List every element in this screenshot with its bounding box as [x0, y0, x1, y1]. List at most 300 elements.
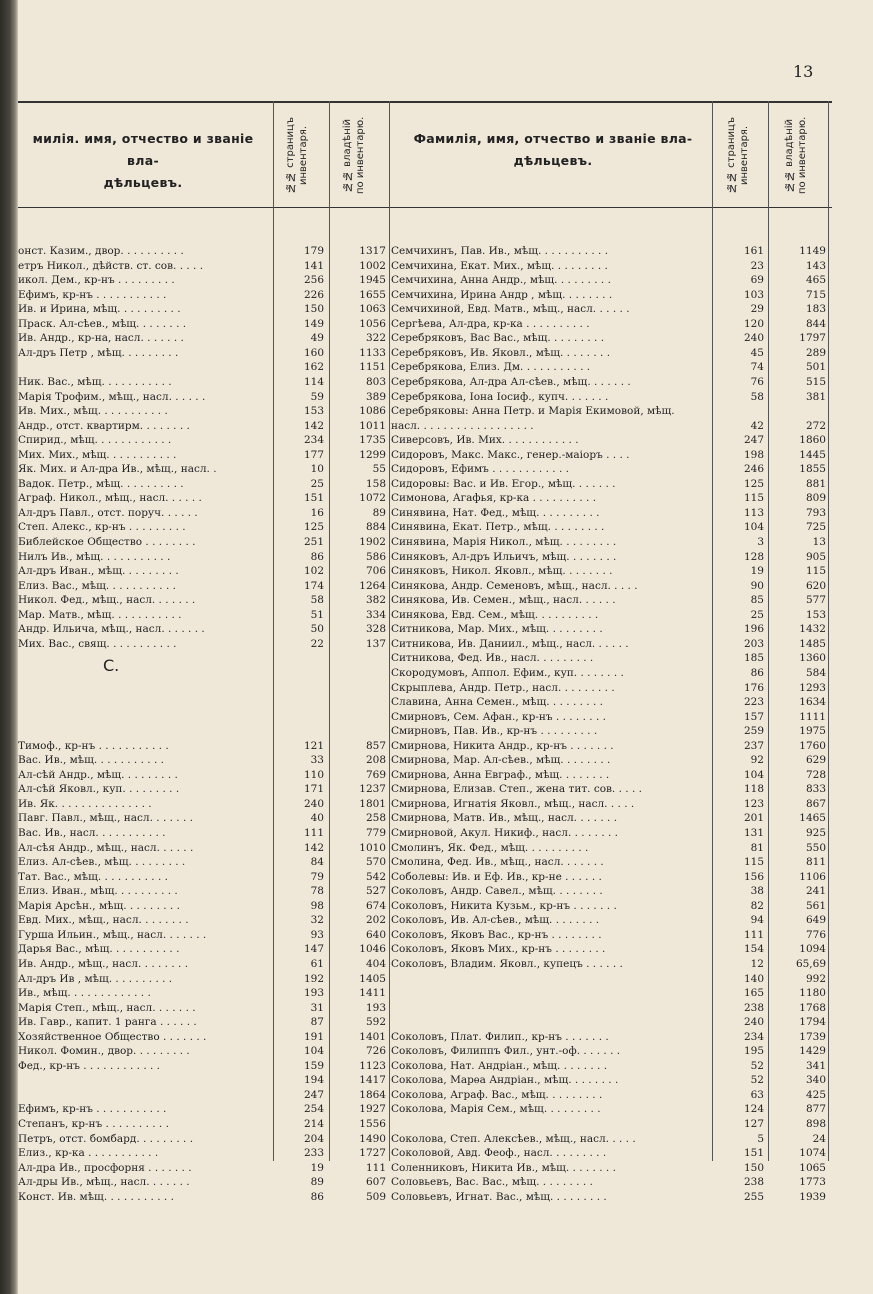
left-holding-number: 570 [365, 856, 386, 869]
left-holding-number: 258 [365, 812, 386, 825]
left-inventory-page: 86 [310, 550, 324, 563]
right-inventory-page: 12 [750, 957, 764, 970]
table-row [0, 520, 873, 535]
right-inventory-page: 124 [743, 1103, 764, 1116]
page-number: 13 [793, 62, 814, 81]
right-owner-name: Смирнова, Никита Андр., кр-нъ . . . . . . . [391, 739, 614, 752]
right-inventory-page: 38 [750, 885, 764, 898]
left-owner-name: Вадок. Петр., мѣщ. . . . . . . . . . [18, 477, 184, 490]
table-row [0, 302, 873, 317]
left-holding-number: 389 [365, 390, 386, 403]
right-inventory-page: 81 [750, 841, 764, 854]
left-inventory-page: 174 [303, 579, 324, 592]
left-owner-name: Елиз. Вас., мѣщ. . . . . . . . . . . [18, 579, 176, 592]
left-owner-name: Тимоф., кр-нъ . . . . . . . . . . . [18, 739, 169, 752]
left-owner-name: Евд. Мих., мѣщ., насл. . . . . . . . [18, 914, 189, 927]
left-holding-number: 884 [365, 521, 386, 534]
left-owner-name: Ив. и Ирина, мѣщ. . . . . . . . . . [18, 303, 181, 316]
right-holding-number: 1794 [799, 1016, 826, 1029]
right-owner-name: Синявина, Нат. Фед., мѣщ. . . . . . . . . . [391, 506, 600, 519]
right-inventory-page: 240 [743, 332, 764, 345]
table-row [0, 550, 873, 565]
left-owner-name: Елиз., кр-ка . . . . . . . . . . . [18, 1147, 159, 1160]
table-row [0, 1190, 873, 1205]
left-inventory-page: 87 [310, 1016, 324, 1029]
right-inventory-page: 23 [750, 259, 764, 272]
table-row [0, 1117, 873, 1132]
left-owner-name: Петръ, отст. бомбард. . . . . . . . . [18, 1132, 194, 1145]
left-inventory-page: 51 [310, 608, 324, 621]
left-owner-name: Марія Степ., мѣщ., насл. . . . . . . [18, 1001, 196, 1014]
right-owner-name: Смирновъ, Сем. Афан., кр-нъ . . . . . . . . [391, 710, 606, 723]
left-holding-number: 1011 [359, 419, 386, 432]
left-holding-number: 1317 [359, 245, 386, 257]
left-holding-number: 1801 [359, 797, 386, 810]
right-holding-number: 1094 [799, 943, 826, 956]
right-inventory-page: 131 [743, 827, 764, 839]
right-owner-name: Соловьевъ, Игнат. Вас., мѣщ. . . . . . . . . [391, 1190, 607, 1203]
right-holding-number: 515 [805, 375, 826, 388]
right-owner-name: Соколова, Марѳа Андріан., мѣщ. . . . . . . . [391, 1074, 619, 1087]
right-owner-name: Соколова, Нат. Андріан., мѣщ. . . . . . . . [391, 1059, 608, 1072]
left-inventory-page: 251 [303, 536, 324, 548]
right-owner-name: Скрыплева, Андр. Петр., насл. . . . . . . . . [391, 681, 615, 694]
header-inventory-pages-right: №№ страницъ инвентаря. [726, 117, 750, 194]
right-holding-number: 584 [805, 666, 826, 679]
left-holding-number: 158 [365, 477, 386, 490]
right-inventory-page: 123 [743, 797, 764, 810]
left-holding-number: 334 [365, 608, 386, 621]
left-holding-number: 89 [372, 506, 386, 519]
left-owner-name: Як. Мих. и Ал-дра Ив., мѣщ., насл. . [18, 463, 217, 476]
left-inventory-page: 226 [303, 288, 324, 301]
right-inventory-page: 113 [743, 506, 764, 519]
left-holding-number: 779 [365, 827, 386, 839]
left-owner-name: Аграф. Никол., мѣщ., насл. . . . . . [18, 492, 202, 505]
left-inventory-page: 193 [303, 987, 324, 1000]
left-owner-name: Ив. Мих., мѣщ. . . . . . . . . . . [18, 405, 168, 418]
table-row [0, 462, 873, 477]
left-inventory-page: 40 [310, 812, 324, 825]
left-owner-name: Ал-дръ Иван., мѣщ. . . . . . . . . [18, 565, 179, 578]
table-row [0, 855, 873, 870]
left-holding-number: 706 [365, 565, 386, 578]
left-owner-name: етръ Никол., дѣйств. ст. сов. . . . . [18, 259, 204, 272]
left-holding-number: 322 [365, 332, 386, 345]
right-owner-name: Соколова, Аграф. Вас., мѣщ. . . . . . . . . [391, 1088, 603, 1101]
left-inventory-page: 233 [303, 1147, 324, 1160]
right-holding-number: 1773 [799, 1176, 826, 1189]
right-owner-name: Ситникова, Фед. Ив., насл. . . . . . . . . [391, 652, 594, 665]
right-owner-name: Смолина, Фед. Ив., мѣщ., насл. . . . . . . [391, 856, 604, 869]
left-inventory-page: 32 [310, 914, 324, 927]
table-row [0, 1132, 873, 1147]
right-inventory-page: 238 [743, 1001, 764, 1014]
right-inventory-page: 198 [743, 448, 764, 461]
left-owner-name: Ал-сѣй Яковл., куп. . . . . . . . . [18, 783, 180, 796]
left-holding-number: 1902 [359, 536, 386, 548]
table-row [0, 477, 873, 492]
left-owner-name: Праск. Ал-сѣев., мѣщ. . . . . . . . [18, 317, 187, 330]
right-holding-number: 341 [805, 1059, 826, 1072]
left-owner-name: Ив., мѣщ. . . . . . . . . . . . . [18, 987, 151, 1000]
right-owner-name: Смирнова, Анна Евграф., мѣщ. . . . . . . . [391, 768, 610, 781]
right-holding-number: 465 [805, 274, 826, 287]
right-owner-name: Сергѣева, Ал-дра, кр-ка . . . . . . . . . . [391, 317, 590, 330]
right-holding-number: 13 [812, 536, 826, 548]
left-inventory-page: 141 [303, 259, 324, 272]
right-owner-name: Соболевы: Ив. и Еф. Ив., кр-не . . . . . . [391, 870, 602, 883]
table-row [0, 972, 873, 987]
left-owner-name: Мар. Матв., мѣщ. . . . . . . . . . . [18, 608, 182, 621]
right-holding-number: 550 [805, 841, 826, 854]
left-inventory-page: 147 [303, 943, 324, 956]
right-holding-number: 776 [805, 928, 826, 941]
right-inventory-page: 5 [757, 1132, 764, 1145]
right-holding-number: 1074 [799, 1147, 826, 1160]
left-holding-number: 1237 [359, 783, 386, 796]
left-holding-number: 55 [372, 463, 386, 476]
left-holding-number: 1655 [359, 288, 386, 301]
right-inventory-page: 234 [743, 1030, 764, 1043]
right-owner-name: Сиверсовъ, Ив. Мих. . . . . . . . . . . . [391, 434, 579, 447]
right-owner-name: Соколовъ, Плат. Филип., кр-нъ . . . . . . . [391, 1030, 609, 1043]
left-inventory-page: 247 [303, 1088, 324, 1101]
table-row [0, 491, 873, 506]
left-inventory-page: 102 [303, 565, 324, 578]
right-holding-number: 1485 [799, 637, 826, 650]
right-holding-number: 577 [805, 594, 826, 607]
left-holding-number: 1401 [359, 1030, 386, 1043]
table-row [0, 331, 873, 346]
right-holding-number: 1360 [799, 652, 826, 665]
table-row [0, 404, 873, 419]
left-holding-number: 382 [365, 594, 386, 607]
left-owner-name: Спирид., мѣщ. . . . . . . . . . . . [18, 434, 172, 447]
left-inventory-page: 150 [303, 303, 324, 316]
table-row [0, 1161, 873, 1176]
left-owner-name: Марія Трофим., мѣщ., насл. . . . . . [18, 390, 206, 403]
right-holding-number: 629 [805, 754, 826, 767]
right-owner-name: Соколовъ, Яковъ Мих., кр-нъ . . . . . . . . [391, 943, 606, 956]
right-owner-name: Синякова, Ив. Семен., мѣщ., насл. . . . . . [391, 594, 616, 607]
right-owner-name: Соколовъ, Владим. Яковл., купецъ . . . . . . [391, 957, 623, 970]
right-inventory-page: 237 [743, 739, 764, 752]
table-row [0, 273, 873, 288]
table-row [0, 768, 873, 783]
left-holding-number: 1490 [359, 1132, 386, 1145]
left-inventory-page: 159 [303, 1059, 324, 1072]
right-owner-name: Смирнова, Игнатія Яковл., мѣщ., насл. . . . . [391, 797, 635, 810]
left-holding-number: 1417 [359, 1074, 386, 1087]
right-holding-number: 1760 [799, 739, 826, 752]
right-holding-number: 793 [805, 506, 826, 519]
right-inventory-page: 240 [743, 1016, 764, 1029]
right-owner-name: Серебрякова, Іона Іосиф., купч. . . . . . . [391, 390, 609, 403]
left-owner-name: Елиз. Иван., мѣщ. . . . . . . . . . [18, 885, 178, 898]
left-holding-number: 1264 [359, 579, 386, 592]
table-row [0, 739, 873, 754]
header-owner-name-left: милія. имя, отчество и званіе вла- дѣльцевъ. [32, 131, 254, 190]
right-holding-number: 925 [805, 827, 826, 839]
right-holding-number: 1065 [799, 1161, 826, 1174]
left-holding-number: 769 [365, 768, 386, 781]
left-inventory-page: 84 [310, 856, 324, 869]
right-inventory-page: 246 [743, 463, 764, 476]
table-row [0, 986, 873, 1001]
left-owner-name: Ал-дра Ив., просфорня . . . . . . . [18, 1161, 192, 1174]
table-row [0, 1001, 873, 1016]
left-owner-name: Вас. Ив., мѣщ. . . . . . . . . . . [18, 754, 164, 767]
right-holding-number: 811 [805, 856, 826, 869]
left-owner-name: Дарья Вас., мѣщ. . . . . . . . . . . [18, 943, 180, 956]
right-owner-name: Смирновъ, Пав. Ив., кр-нъ . . . . . . . . . [391, 725, 598, 738]
table-row [0, 782, 873, 797]
left-holding-number: 1056 [359, 317, 386, 330]
left-owner-name: Ник. Вас., мѣщ. . . . . . . . . . . [18, 375, 172, 388]
right-holding-number: 24 [812, 1132, 826, 1145]
table-row [0, 375, 873, 390]
right-holding-number: 844 [805, 317, 826, 330]
left-holding-number: 1133 [359, 346, 386, 359]
right-owner-name: Семчихина, Ирина Андр , мѣщ. . . . . . . . [391, 288, 613, 301]
table-row [0, 797, 873, 812]
right-inventory-page: 154 [743, 943, 764, 956]
right-inventory-page: 52 [750, 1059, 764, 1072]
left-inventory-page: 22 [310, 637, 324, 650]
right-inventory-page: 127 [743, 1118, 764, 1130]
right-inventory-page: 238 [743, 1176, 764, 1189]
right-holding-number: 1293 [799, 681, 826, 694]
left-holding-number: 1063 [359, 303, 386, 316]
header-bottom-rule [18, 207, 832, 208]
right-owner-name: Серебряковъ, Ив. Яковл., мѣщ. . . . . . . . [391, 346, 611, 359]
left-holding-number: 1945 [359, 274, 386, 287]
left-inventory-page: 110 [303, 768, 324, 781]
left-owner-name: Степ. Алекс., кр-нъ . . . . . . . . . [18, 521, 186, 534]
left-holding-number: 857 [365, 739, 386, 752]
right-inventory-page: 111 [743, 928, 764, 941]
left-owner-name: Мих. Мих., мѣщ. . . . . . . . . . . [18, 448, 177, 461]
left-inventory-page: 177 [303, 448, 324, 461]
right-holding-number: 620 [805, 579, 826, 592]
left-owner-name: онст. Казим., двор. . . . . . . . . . [18, 245, 184, 257]
table-row [0, 1044, 873, 1059]
left-inventory-page: 89 [310, 1176, 324, 1189]
left-owner-name: Ив. Гавр., капит. 1 ранга . . . . . . [18, 1016, 197, 1029]
table-row [0, 841, 873, 856]
left-holding-number: 1556 [359, 1118, 386, 1130]
left-inventory-page: 234 [303, 434, 324, 447]
left-holding-number: 1727 [359, 1147, 386, 1160]
right-holding-number: 1768 [799, 1001, 826, 1014]
left-inventory-page: 19 [310, 1161, 324, 1174]
left-holding-number: 1864 [359, 1088, 386, 1101]
left-owner-name: Фед., кр-нъ . . . . . . . . . . . . [18, 1059, 161, 1072]
left-holding-number: 726 [365, 1045, 386, 1058]
right-owner-name: Синяковъ, Никол. Яковл., мѣщ. . . . . . . . [391, 565, 613, 578]
left-holding-number: 1927 [359, 1103, 386, 1116]
right-inventory-page: 176 [743, 681, 764, 694]
right-holding-number: 649 [805, 914, 826, 927]
left-inventory-page: 149 [303, 317, 324, 330]
left-holding-number: 1002 [359, 259, 386, 272]
right-owner-name: Синяковъ, Ал-дръ Ильичъ, мѣщ. . . . . . . . [391, 550, 617, 563]
right-owner-name: Соколовъ, Филиппъ Фил., унт.-оф. . . . . . . [391, 1045, 621, 1058]
left-owner-name: Ал-сѣй Андр., мѣщ. . . . . . . . . [18, 768, 178, 781]
left-inventory-page: 31 [310, 1001, 324, 1014]
right-holding-number: 1797 [799, 332, 826, 345]
right-owner-name: Скородумовъ, Аппол. Ефим., куп. . . . . . . . [391, 666, 624, 679]
left-owner-name: Мих. Вас., свящ. . . . . . . . . . . [18, 637, 177, 650]
right-holding-number: 1939 [799, 1190, 826, 1203]
table-row [0, 448, 873, 463]
table-row [0, 346, 873, 361]
right-holding-number: 1634 [799, 696, 826, 709]
right-holding-number: 272 [805, 419, 826, 432]
left-inventory-page: 153 [303, 405, 324, 418]
right-inventory-page: 92 [750, 754, 764, 767]
left-holding-number: 111 [365, 1161, 386, 1174]
right-holding-number: 1432 [799, 623, 826, 636]
right-inventory-page: 85 [750, 594, 764, 607]
left-holding-number: 208 [365, 754, 386, 767]
right-holding-number: 241 [805, 885, 826, 898]
right-inventory-page: 150 [743, 1161, 764, 1174]
right-owner-name: Соленниковъ, Никита Ив., мѣщ. . . . . . . . [391, 1161, 616, 1174]
right-owner-name: Симонова, Агафья, кр-ка . . . . . . . . . . [391, 492, 597, 505]
right-holding-number: 877 [805, 1103, 826, 1116]
right-owner-name: Соколовой, Авд. Феоф., насл. . . . . . . . . [391, 1147, 607, 1160]
table-row [0, 1059, 873, 1074]
right-holding-number: 1975 [799, 725, 826, 738]
left-holding-number: 607 [365, 1176, 386, 1189]
right-owner-name: Серебряковъ, Вас Вас., мѣщ. . . . . . . . . [391, 332, 605, 345]
right-holding-number: 1429 [799, 1045, 826, 1058]
right-owner-name: Семчихинъ, Пав. Ив., мѣщ. . . . . . . . . . . [391, 245, 609, 257]
left-holding-number: 674 [365, 899, 386, 912]
right-holding-number: 340 [805, 1074, 826, 1087]
right-owner-name: Смолинъ, Як. Фед., мѣщ. . . . . . . . . . [391, 841, 589, 854]
right-inventory-page: 115 [743, 856, 764, 869]
left-holding-number: 328 [365, 623, 386, 636]
left-owner-name: Никол. Фомин., двор. . . . . . . . . [18, 1045, 190, 1058]
left-holding-number: 586 [365, 550, 386, 563]
header-inventory-pages-left: №№ страницъ инвентаря. [285, 117, 309, 194]
right-inventory-page: 128 [743, 550, 764, 563]
table-row [0, 579, 873, 594]
left-inventory-page: 204 [303, 1132, 324, 1145]
table-row [0, 957, 873, 972]
table-row [0, 1015, 873, 1030]
table-row [0, 710, 873, 725]
left-inventory-page: 10 [310, 463, 324, 476]
right-inventory-page: 82 [750, 899, 764, 912]
left-owner-name: Ал-сѣя Андр., мѣщ., насл. . . . . . [18, 841, 194, 854]
table-row [0, 419, 873, 434]
right-inventory-page: 247 [743, 434, 764, 447]
right-owner-name: Соколовъ, Ив. Ал-сѣев., мѣщ. . . . . . . . [391, 914, 600, 927]
left-inventory-page: 98 [310, 899, 324, 912]
left-owner-name: Елиз. Ал-сѣев., мѣщ. . . . . . . . . [18, 856, 186, 869]
right-owner-name: Синявина, Екат. Петр., мѣщ. . . . . . . . . [391, 521, 605, 534]
left-holding-number: 542 [365, 870, 386, 883]
right-inventory-page: 25 [750, 608, 764, 621]
right-inventory-page: 104 [743, 768, 764, 781]
left-owner-name: Нилъ Ив., мѣщ. . . . . . . . . . . [18, 550, 171, 563]
left-holding-number: 193 [365, 1001, 386, 1014]
left-inventory-page: 142 [303, 841, 324, 854]
right-holding-number: 561 [805, 899, 826, 912]
table-row [0, 608, 873, 623]
right-inventory-page: 118 [743, 783, 764, 796]
right-inventory-page: 185 [743, 652, 764, 665]
right-inventory-page: 69 [750, 274, 764, 287]
left-holding-number: 1405 [359, 972, 386, 985]
right-inventory-page: 29 [750, 303, 764, 316]
right-inventory-page: 196 [743, 623, 764, 636]
table-row [0, 870, 873, 885]
table-row [0, 244, 873, 259]
left-holding-number: 527 [365, 885, 386, 898]
right-holding-number: 425 [805, 1088, 826, 1101]
right-holding-number: 867 [805, 797, 826, 810]
right-inventory-page: 76 [750, 375, 764, 388]
left-owner-name: Андр., отст. квартирм. . . . . . . . [18, 419, 190, 432]
right-inventory-page: 140 [743, 972, 764, 985]
right-owner-name: Славина, Анна Семен., мѣщ. . . . . . . . . [391, 696, 603, 709]
table-row [0, 564, 873, 579]
left-holding-number: 1072 [359, 492, 386, 505]
left-inventory-page: 104 [303, 1045, 324, 1058]
table-row [0, 899, 873, 914]
left-owner-name: икол. Дем., кр-нъ . . . . . . . . . [18, 274, 175, 287]
left-owner-name: Ефимъ, кр-нъ . . . . . . . . . . . [18, 1103, 167, 1116]
left-inventory-page: 50 [310, 623, 324, 636]
left-holding-number: 592 [365, 1016, 386, 1029]
right-holding-number: 1180 [799, 987, 826, 1000]
left-holding-number: 1046 [359, 943, 386, 956]
right-owner-name: Серебрякова, Ал-дра Ал-сѣев., мѣщ. . . . . . . [391, 375, 631, 388]
table-row [0, 942, 873, 957]
right-holding-number: 1860 [799, 434, 826, 447]
left-inventory-page: 192 [303, 972, 324, 985]
left-inventory-page: 151 [303, 492, 324, 505]
right-owner-name: Соколова, Марія Сем., мѣщ. . . . . . . . . [391, 1103, 601, 1116]
left-inventory-page: 160 [303, 346, 324, 359]
right-inventory-page: 120 [743, 317, 764, 330]
left-holding-number: 1086 [359, 405, 386, 418]
left-inventory-page: 256 [303, 274, 324, 287]
right-holding-number: 1111 [799, 710, 826, 723]
right-inventory-page: 157 [743, 710, 764, 723]
left-owner-name: Конст. Ив. мѣщ. . . . . . . . . . . [18, 1190, 174, 1203]
table-row [0, 913, 873, 928]
right-owner-name: Сидоровъ, Ефимъ . . . . . . . . . . . . [391, 463, 569, 476]
left-owner-name: Марія Арсѣн., мѣщ. . . . . . . . . [18, 899, 180, 912]
right-owner-name: Сидоровъ, Макс. Макс., генер.-маіоръ . . . . [391, 448, 630, 461]
left-owner-name: Вас. Ив., насл. . . . . . . . . . . [18, 827, 166, 839]
table-row [0, 506, 873, 521]
table-row [0, 884, 873, 899]
table-row [0, 622, 873, 637]
left-holding-number: 1299 [359, 448, 386, 461]
right-holding-number: 1149 [799, 245, 826, 257]
right-owner-name: Сидоровы: Вас. и Ив. Егор., мѣщ. . . . . . . [391, 477, 616, 490]
table-row [0, 593, 873, 608]
table-row [0, 826, 873, 841]
table-row [0, 1102, 873, 1117]
